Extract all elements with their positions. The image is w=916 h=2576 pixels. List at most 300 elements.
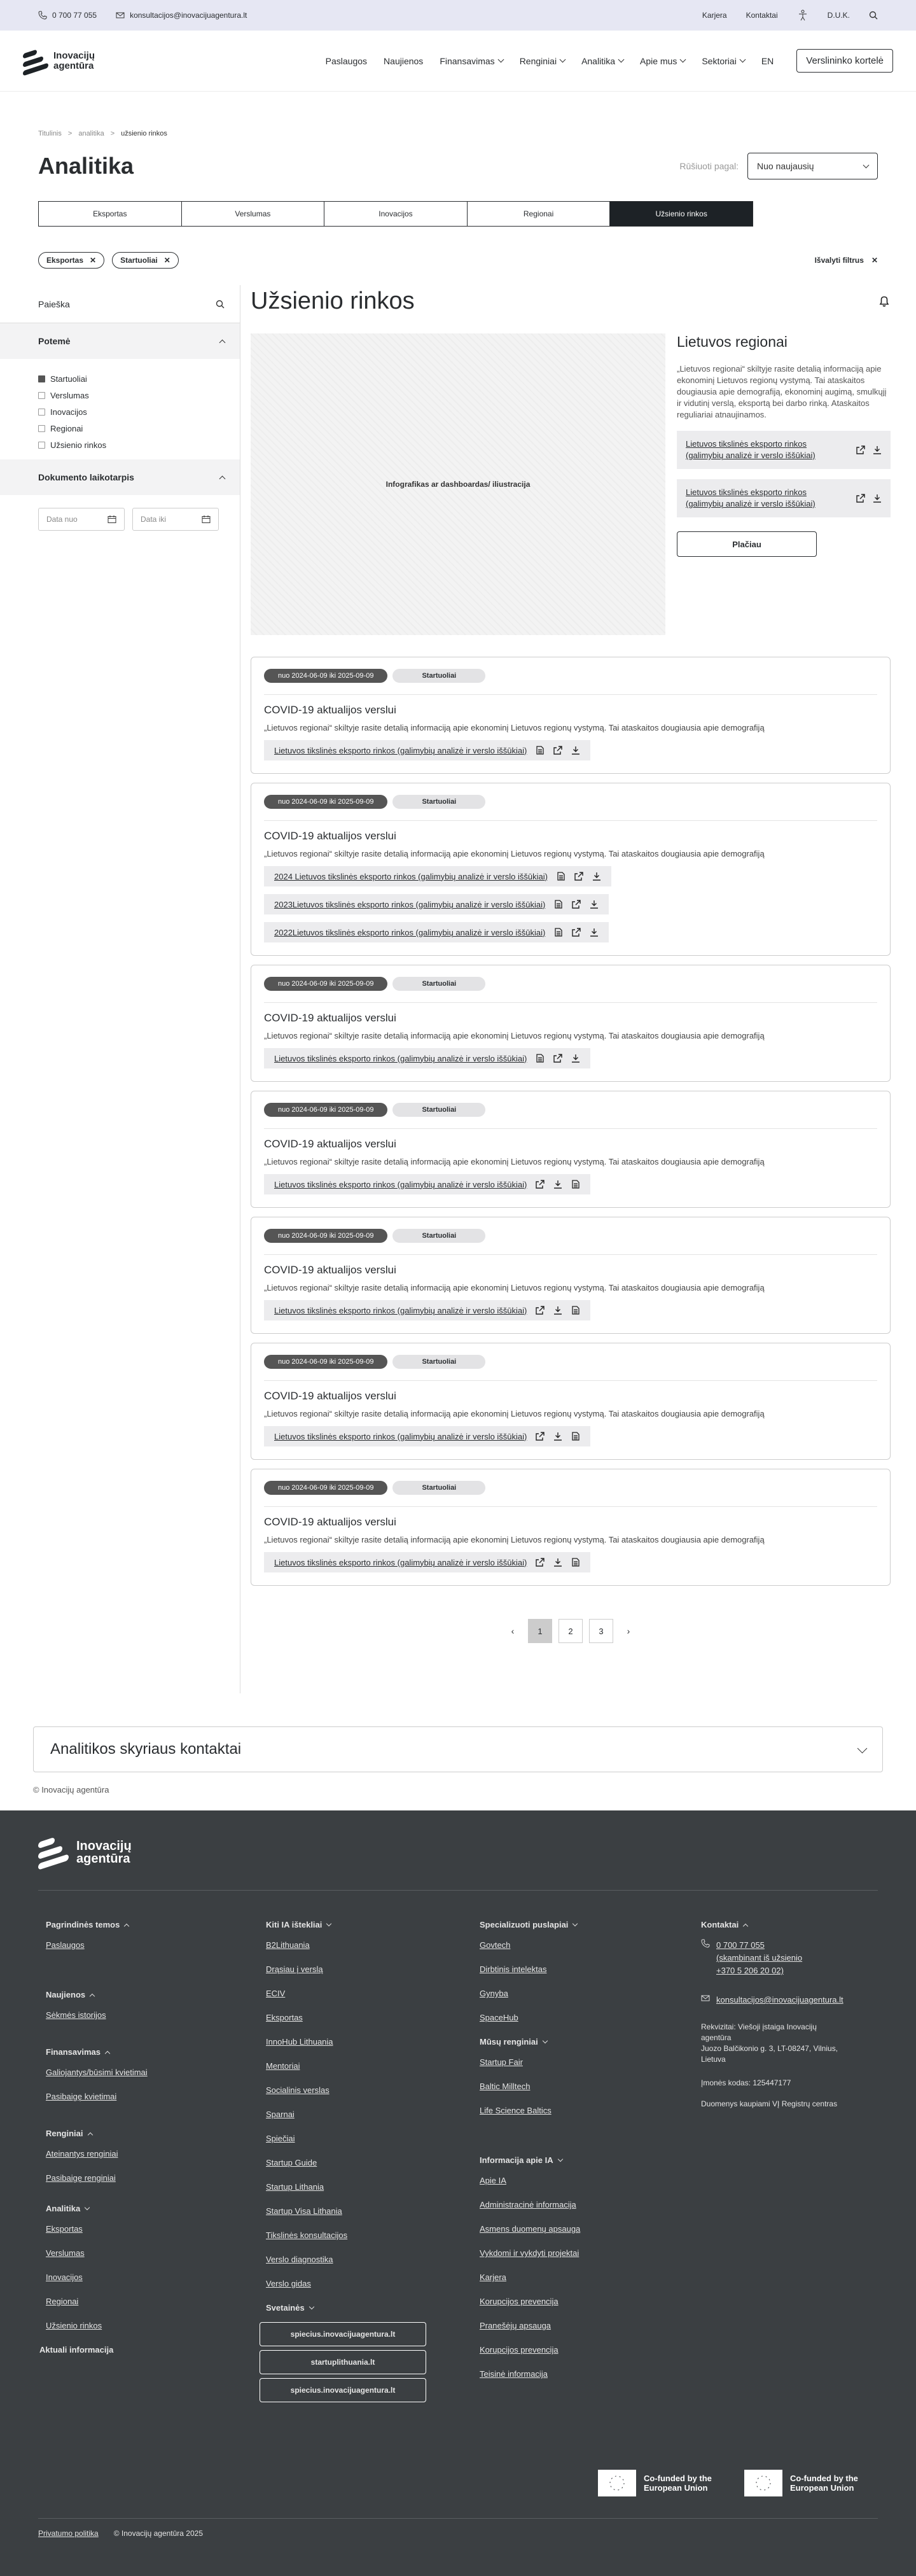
nav-label: Renginiai: [519, 55, 557, 66]
sort-select[interactable]: [747, 153, 878, 179]
eu-text: Co-funded by the European Union: [790, 2474, 858, 2493]
footer-link[interactable]: Baltic Milltech: [480, 2082, 531, 2091]
privacy-link[interactable]: Privatumo politika: [38, 2529, 99, 2538]
chevron-down-icon: [85, 2205, 90, 2210]
date-badge: nuo 2024-06-09 iki 2025-09-09: [264, 1103, 387, 1117]
card-title[interactable]: COVID-19 aktualijos verslui: [264, 1506, 877, 1529]
results-list: [251, 657, 891, 1586]
eu-cofunded-badge: [744, 2470, 879, 2496]
footer-link[interactable]: Tikslinės konsultacijos: [266, 2230, 348, 2240]
nav-sektoriai[interactable]: [702, 56, 744, 66]
checkbox[interactable]: [38, 375, 45, 382]
download-icon[interactable]: [553, 1306, 562, 1315]
filter-chip[interactable]: [38, 252, 104, 269]
footer-link[interactable]: Verslo diagnostika: [266, 2255, 333, 2264]
chevron-down-icon: [863, 162, 870, 168]
topic-option[interactable]: [38, 420, 202, 437]
footer: [0, 1810, 916, 2576]
period-title: Dokumento laikotarpis: [38, 472, 134, 482]
search-input[interactable]: [0, 285, 240, 323]
download-icon[interactable]: [553, 1558, 562, 1567]
document-icon[interactable]: [571, 1432, 580, 1441]
external-link-icon[interactable]: [572, 900, 581, 909]
download-icon[interactable]: [592, 872, 601, 881]
sort-value: Nuo naujausių: [757, 161, 814, 171]
section-title: Užsienio rinkos: [251, 287, 415, 314]
date-badge: nuo 2024-06-09 iki 2025-09-09: [264, 1481, 387, 1495]
download-icon[interactable]: [873, 494, 882, 503]
chevron-down-icon: [572, 1921, 578, 1926]
heading-text: Informacija apie IA: [480, 2155, 553, 2165]
footer-bottom: [38, 2518, 878, 2538]
main-nav: [0, 31, 916, 92]
footer-link[interactable]: Korupcijos prevencija: [480, 2345, 559, 2355]
chevron-up-icon: [124, 1924, 129, 1929]
option-label: Verslumas: [50, 390, 89, 400]
logo-mark-icon: [38, 1836, 71, 1869]
close-icon[interactable]: ✕: [163, 256, 170, 265]
regions-text: „Lietuvos regionai“ skiltyje rasite detalią informaciją apie ekonominį Lietuvos regionų vystymą. Tai ataskaitos dougiausia apie demografiją, ekonominį augimą, smulkųjį ir vidutinį verslą, eksportą bei darbo rinką. Ataskaitos reguliariai atnaujinamos.: [677, 364, 887, 419]
download-icon[interactable]: [590, 900, 599, 909]
placeholder-text: Infografikas ar dashboardas/ iliustracija: [385, 480, 531, 489]
result-card: [251, 1469, 891, 1586]
eu-text: Co-funded by the European Union: [644, 2474, 712, 2493]
date-badge: nuo 2024-06-09 iki 2025-09-09: [264, 977, 387, 991]
regions-title: Lietuvos regionai: [677, 333, 788, 350]
document-icon[interactable]: [571, 1180, 580, 1189]
pagination: [251, 1619, 891, 1643]
close-icon[interactable]: ✕: [90, 256, 97, 265]
breadcrumb-home[interactable]: Titulinis: [38, 130, 62, 137]
topic-option[interactable]: [38, 403, 202, 420]
document-link[interactable]: [264, 740, 590, 760]
heading-text: Kontaktai: [701, 1920, 739, 1929]
footer-email[interactable]: [701, 1994, 892, 2006]
document-link[interactable]: [264, 922, 609, 942]
footer-link[interactable]: SpaceHub: [480, 2013, 518, 2022]
date-placeholder: Data nuo: [46, 515, 78, 524]
footer-link[interactable]: InnoHub Lithuania: [266, 2037, 333, 2047]
divider: [38, 1890, 878, 1891]
document-link[interactable]: [264, 1426, 590, 1446]
topic-option[interactable]: [38, 437, 202, 453]
link-text: Lietuvos tikslinės eksporto rinkos (galimybių analizė ir verslo iššūkiai): [686, 439, 815, 460]
accordion-title: Analitikos skyriaus kontaktai: [50, 1740, 242, 1758]
regions-panel: [677, 333, 891, 635]
registry: Duomenys kaupiami VĮ Registrų centras: [701, 2099, 838, 2108]
tab-regionai[interactable]: Regionai: [468, 202, 611, 226]
page-header: [0, 153, 916, 179]
card-badges: [264, 1481, 877, 1495]
document-icon[interactable]: [571, 1558, 580, 1567]
footer-heading[interactable]: [701, 1919, 892, 1931]
footer-link[interactable]: Verslo gidas: [266, 2279, 311, 2288]
chevron-down-icon: [857, 1743, 868, 1753]
download-icon[interactable]: [571, 1054, 580, 1063]
footer-link[interactable]: Govtech: [480, 1940, 511, 1950]
checkbox[interactable]: [38, 442, 45, 449]
page-2[interactable]: 2: [559, 1619, 583, 1643]
footer-col-4: [701, 1919, 892, 2110]
site-button[interactable]: spiecius.inovacijuagentura.lt: [260, 2378, 426, 2402]
footer-heading[interactable]: [46, 1989, 237, 2001]
external-link-icon[interactable]: [536, 1558, 545, 1567]
footer-heading[interactable]: [46, 2202, 237, 2215]
duk-link[interactable]: D.U.K.: [827, 11, 850, 20]
region-report-link[interactable]: [677, 479, 891, 517]
footer-link[interactable]: Startup Lithania: [266, 2182, 324, 2192]
external-link-icon[interactable]: [856, 445, 865, 454]
card-title[interactable]: COVID-19 aktualijos verslui: [264, 1254, 877, 1277]
calendar-icon: [202, 515, 211, 524]
footer-link[interactable]: Spiečiai: [266, 2134, 295, 2143]
nav-naujienos[interactable]: [384, 56, 423, 66]
heading-text: Svetainės: [266, 2303, 305, 2313]
footer-link[interactable]: Dirbtinis intelektas: [480, 1964, 547, 1974]
page-title: Analitika: [38, 153, 134, 179]
chevron-up-icon: [219, 339, 226, 346]
footer-link[interactable]: Inovacijos: [46, 2272, 83, 2282]
heading-text: Specializuoti puslapiai: [480, 1920, 569, 1929]
chevron-down-icon: [557, 2157, 562, 2162]
download-icon[interactable]: [873, 445, 882, 454]
card-description: „Lietuvos regionai“ skiltyje rasite detalią informaciją apie ekonominį Lietuvos regionų vystymą. Tai ataskaitos dougiausia apie demografiją: [264, 1283, 765, 1292]
download-icon[interactable]: [553, 1432, 562, 1441]
document-link-text: 2023Lietuvos tikslinės eksporto rinkos (galimybių analizė ir verslo iššūkiai): [274, 899, 546, 909]
logo[interactable]: [23, 48, 169, 74]
requisites: Rekvizitai: Viešoji įstaiga Inovacijų agentūra: [701, 2022, 817, 2042]
document-icon[interactable]: [571, 1306, 580, 1315]
region-report-link[interactable]: [677, 431, 891, 469]
nav-label: Apie mus: [639, 55, 677, 66]
tabs: [38, 201, 753, 227]
phone-icon: [38, 11, 47, 20]
card-badges: [264, 1103, 877, 1117]
document-link[interactable]: [264, 866, 611, 886]
footer-heading[interactable]: [39, 2344, 237, 2356]
page-3[interactable]: 3: [589, 1619, 613, 1643]
sort-label: Rūšiuoti pagal:: [679, 161, 739, 171]
checkbox[interactable]: [38, 409, 45, 416]
footer-link[interactable]: Socialinis verslas: [266, 2085, 330, 2095]
chip-label: Eksportas: [46, 256, 84, 265]
option-label: Užsienio rinkos: [50, 440, 107, 450]
menu: [326, 49, 893, 73]
footer-copyright: © Inovacijų agentūra 2025: [113, 2529, 203, 2538]
content-columns: [0, 285, 916, 1693]
site-button[interactable]: startuplithuania.lt: [260, 2350, 426, 2374]
date-badge: nuo 2024-06-09 iki 2025-09-09: [264, 669, 387, 683]
heading-text: Naujienos: [46, 1990, 86, 1999]
external-link-icon[interactable]: [856, 494, 865, 503]
card-title[interactable]: COVID-19 aktualijos verslui: [264, 1128, 877, 1151]
search-icon[interactable]: [216, 300, 225, 309]
search-placeholder: Paieška: [38, 298, 70, 309]
document-link[interactable]: [264, 894, 609, 914]
footer-link[interactable]: Startup Fair: [480, 2057, 523, 2067]
next-page-icon[interactable]: ›: [627, 1626, 630, 1636]
document-icon[interactable]: [536, 746, 545, 755]
chevron-up-icon: [105, 2051, 110, 2056]
company-code: Įmonės kodas: 125447177: [701, 2078, 791, 2087]
footer-heading[interactable]: [480, 2036, 670, 2048]
footer-link[interactable]: Startup Visa Lithania: [266, 2206, 342, 2216]
email-link[interactable]: [116, 11, 247, 20]
karjera-link[interactable]: Karjera: [702, 11, 727, 20]
footer-link[interactable]: B2Lithuania: [266, 1940, 310, 1950]
document-link[interactable]: [264, 1174, 590, 1194]
topic-option[interactable]: [38, 370, 202, 387]
logo-text: Inovacijų agentūra: [76, 1839, 132, 1866]
heading-text: Renginiai: [46, 2129, 83, 2138]
tab-eksportas[interactable]: Eksportas: [39, 202, 182, 226]
search-icon[interactable]: [869, 11, 878, 20]
nav-renginiai[interactable]: [520, 56, 565, 66]
sort-control: [679, 153, 878, 179]
download-icon[interactable]: [553, 1180, 562, 1189]
chevron-down-icon: [326, 1921, 331, 1926]
card-description: „Lietuvos regionai“ skiltyje rasite detalią informaciją apie ekonominį Lietuvos regionų vystymą. Tai ataskaitos dougiausia apie demografiją: [264, 723, 765, 732]
nav-finansavimas[interactable]: [440, 56, 503, 66]
nav-label: Sektoriai: [702, 55, 737, 66]
card-title[interactable]: COVID-19 aktualijos verslui: [264, 820, 877, 843]
topic-filter-header[interactable]: [0, 323, 240, 359]
download-icon[interactable]: [571, 746, 580, 755]
accessibility-icon[interactable]: [797, 10, 808, 21]
date-badge: nuo 2024-06-09 iki 2025-09-09: [264, 795, 387, 809]
email-text: konsultacijos@inovacijuagentura.lt: [716, 1995, 843, 2005]
chevron-down-icon: [497, 57, 504, 63]
nav-label: Analitika: [581, 55, 615, 66]
tag-badge: Startuoliai: [392, 977, 485, 991]
result-card: [251, 965, 891, 1082]
document-icon[interactable]: [554, 900, 563, 909]
nav-label: Naujienos: [384, 55, 424, 66]
phone-note: (skambinant iš užsienio: [716, 1953, 803, 1963]
tab-uzsienio-rinkos[interactable]: Užsienio rinkos: [610, 202, 753, 226]
footer-link[interactable]: Pranešėjų apsauga: [480, 2321, 552, 2330]
external-link-icon[interactable]: [553, 1054, 562, 1063]
prev-page-icon[interactable]: ‹: [511, 1626, 515, 1636]
document-link[interactable]: [264, 1552, 590, 1572]
date-badge: nuo 2024-06-09 iki 2025-09-09: [264, 1355, 387, 1369]
topic-options: [0, 359, 240, 459]
bell-icon[interactable]: [878, 295, 891, 307]
card-badges: [264, 795, 877, 809]
document-icon[interactable]: [557, 872, 566, 881]
phone-icon: [701, 1939, 710, 1948]
footer-link[interactable]: Sparnai: [266, 2110, 295, 2119]
document-link[interactable]: [264, 1048, 590, 1068]
card-description: „Lietuvos regionai“ skiltyje rasite detalią informaciją apie ekonominį Lietuvos regionų vystymą. Tai ataskaitos dougiausia apie demografiją: [264, 1031, 765, 1040]
card-title[interactable]: COVID-19 aktualijos verslui: [264, 694, 877, 717]
logo-text: Inovacijų agentūra: [53, 50, 95, 71]
main-content: [240, 285, 916, 1693]
chevron-up-icon: [90, 1994, 95, 1999]
sidebar: [0, 285, 240, 1693]
copyright: © Inovacijų agentūra: [33, 1785, 109, 1795]
checkbox[interactable]: [38, 392, 45, 399]
footer-link[interactable]: Administracinė informacija: [480, 2200, 576, 2209]
footer-link[interactable]: Sėkmės istorijos: [46, 2010, 106, 2020]
mail-icon: [701, 1994, 710, 2003]
card-badges: [264, 669, 877, 683]
footer-link[interactable]: ECIV: [266, 1989, 286, 1998]
footer-link[interactable]: Paslaugos: [46, 1940, 85, 1950]
date-from-input[interactable]: [38, 508, 125, 531]
infographic-placeholder: [251, 333, 665, 635]
footer-link[interactable]: Eksportas: [46, 2224, 83, 2234]
eu-cofunded-badge: [598, 2470, 733, 2496]
clear-filters-button[interactable]: [815, 256, 878, 265]
verslininko-kortele-button[interactable]: Verslininko kortelė: [796, 49, 893, 73]
footer-link[interactable]: Mentoriai: [266, 2061, 300, 2071]
chevron-down-icon: [680, 57, 686, 63]
sites-list: [260, 2322, 457, 2402]
card-badges: [264, 1355, 877, 1369]
footer-link[interactable]: Ateinantys renginiai: [46, 2149, 118, 2159]
external-link-icon[interactable]: [536, 1306, 545, 1315]
footer-heading[interactable]: [46, 2046, 237, 2059]
external-link-icon[interactable]: [553, 746, 562, 755]
chip-label: Startuoliai: [120, 256, 158, 265]
footer-heading[interactable]: [266, 1919, 457, 1931]
breadcrumb-separator: >: [67, 130, 73, 137]
tab-verslumas[interactable]: Verslumas: [182, 202, 325, 226]
period-filter-header[interactable]: [0, 459, 240, 495]
tag-badge: Startuoliai: [392, 795, 485, 809]
more-button[interactable]: Plačiau: [677, 531, 817, 557]
footer-heading[interactable]: [480, 1919, 670, 1931]
phone-link[interactable]: [38, 11, 97, 20]
footer-heading[interactable]: [46, 1919, 237, 1931]
external-link-icon[interactable]: [536, 1432, 545, 1441]
kontaktai-link[interactable]: Kontaktai: [746, 11, 778, 20]
external-link-icon[interactable]: [574, 872, 583, 881]
result-card: [251, 1217, 891, 1334]
footer-link[interactable]: Regionai: [46, 2297, 79, 2306]
chevron-down-icon: [309, 2304, 314, 2309]
tag-badge: Startuoliai: [392, 1481, 485, 1495]
footer-link[interactable]: Galiojantys/būsimi kvietimai: [46, 2068, 148, 2077]
external-link-icon[interactable]: [536, 1180, 545, 1189]
footer-col-2: [266, 1919, 457, 2406]
chevron-down-icon: [739, 57, 746, 63]
lang-switch[interactable]: EN: [761, 55, 774, 66]
nav-label: Paslaugos: [325, 55, 368, 66]
footer-link[interactable]: Pasibaigę kvietimai: [46, 2092, 117, 2101]
option-label: Regionai: [50, 423, 83, 433]
footer-link[interactable]: Eksportas: [266, 2013, 303, 2022]
external-link-icon[interactable]: [572, 928, 581, 937]
card-description: „Lietuvos regionai“ skiltyje rasite detalią informaciją apie ekonominį Lietuvos regionų vystymą. Tai ataskaitos dougiausia apie demografiją: [264, 849, 765, 858]
heading-text: Mūsų renginiai: [480, 2037, 538, 2047]
download-icon[interactable]: [590, 928, 599, 937]
footer-heading[interactable]: [480, 2154, 670, 2167]
card-title[interactable]: COVID-19 aktualijos verslui: [264, 1380, 877, 1403]
document-link-text: Lietuvos tikslinės eksporto rinkos (galimybių analizė ir verslo iššūkiai): [274, 1305, 527, 1315]
topic-title: Potemė: [38, 336, 71, 346]
document-icon[interactable]: [536, 1054, 545, 1063]
footer-link[interactable]: Gynyba: [480, 1989, 508, 1998]
chevron-up-icon: [87, 2132, 92, 2138]
date-badge: nuo 2024-06-09 iki 2025-09-09: [264, 1229, 387, 1243]
breadcrumb-separator: >: [110, 130, 115, 137]
result-card: [251, 783, 891, 956]
footer-link[interactable]: Korupcijos prevencija: [480, 2297, 559, 2306]
footer-phone[interactable]: [701, 1939, 892, 1977]
document-link-text: Lietuvos tikslinės eksporto rinkos (galimybių analizė ir verslo iššūkiai): [274, 1431, 527, 1441]
footer-col-3: [480, 1919, 670, 2392]
link-text: Lietuvos tikslinės eksporto rinkos (galimybių analizė ir verslo iššūkiai): [686, 487, 815, 508]
footer-link[interactable]: Apie IA: [480, 2176, 506, 2185]
topic-option[interactable]: [38, 387, 202, 403]
filter-chip[interactable]: [112, 252, 179, 269]
contacts-accordion[interactable]: [33, 1726, 883, 1772]
mail-icon: [116, 11, 125, 20]
footer-link[interactable]: Vykdomi ir vykdyti projektai: [480, 2248, 579, 2258]
document-link-text: 2022Lietuvos tikslinės eksporto rinkos (galimybių analizė ir verslo iššūkiai): [274, 927, 546, 937]
tag-badge: Startuoliai: [392, 1229, 485, 1243]
document-link-text: Lietuvos tikslinės eksporto rinkos (galimybių analizė ir verslo iššūkiai): [274, 1557, 527, 1567]
footer-heading[interactable]: [46, 2127, 237, 2140]
card-title[interactable]: COVID-19 aktualijos verslui: [264, 1002, 877, 1025]
footer-link[interactable]: Pasibaigę renginiai: [46, 2173, 116, 2183]
close-icon: ✕: [871, 256, 878, 265]
phone-text: 0 700 77 055: [52, 11, 97, 20]
site-button[interactable]: spiecius.inovacijuagentura.lt: [260, 2322, 426, 2346]
footer-heading[interactable]: [266, 2302, 457, 2314]
date-range: [0, 495, 240, 543]
document-link[interactable]: [264, 1300, 590, 1320]
tab-inovacijos[interactable]: Inovacijos: [324, 202, 468, 226]
document-link-text: 2024 Lietuvos tikslinės eksporto rinkos (galimybių analizė ir verslo iššūkiai): [274, 871, 548, 881]
checkbox[interactable]: [38, 425, 45, 432]
footer-link[interactable]: Verslumas: [46, 2248, 85, 2258]
nav-apie-mus[interactable]: [640, 56, 685, 66]
document-link-text: Lietuvos tikslinės eksporto rinkos (galimybių analizė ir verslo iššūkiai): [274, 1053, 527, 1063]
card-description: „Lietuvos regionai“ skiltyje rasite detalią informaciją apie ekonominį Lietuvos regionų vystymą. Tai ataskaitos dougiausia apie demografiją: [264, 1535, 765, 1544]
breadcrumb-analitika[interactable]: analitika: [78, 130, 104, 137]
footer-logo[interactable]: [38, 1836, 153, 1869]
page-1[interactable]: 1: [528, 1619, 552, 1643]
footer-link[interactable]: Life Science Baltics: [480, 2106, 552, 2115]
heading-text: Kiti IA ištekliai: [266, 1920, 323, 1929]
heading-text: Aktuali informacija: [39, 2345, 114, 2355]
result-card: [251, 657, 891, 774]
top-bar: [0, 0, 916, 31]
document-icon[interactable]: [554, 928, 563, 937]
footer-link[interactable]: Teisinė informacija: [480, 2369, 548, 2379]
footer-link[interactable]: Karjera: [480, 2272, 506, 2282]
date-to-input[interactable]: [132, 508, 219, 531]
section-header: [251, 285, 891, 317]
chevron-down-icon: [618, 57, 625, 63]
nav-analitika[interactable]: [581, 56, 623, 66]
eu-flag-icon: [598, 2470, 636, 2496]
footer-link-list: [266, 1939, 457, 2290]
hero-section: [251, 333, 891, 635]
footer-link[interactable]: Asmens duomenų apsauga: [480, 2224, 581, 2234]
footer-link[interactable]: Užsienio rinkos: [46, 2321, 102, 2330]
document-link-text: Lietuvos tikslinės eksporto rinkos (galimybių analizė ir verslo iššūkiai): [274, 1179, 527, 1189]
footer-link[interactable]: Startup Guide: [266, 2158, 317, 2167]
heading-text: Pagrindinės temos: [46, 1920, 120, 1929]
date-placeholder: Data iki: [141, 515, 167, 524]
nav-paslaugos[interactable]: [326, 56, 367, 66]
footer-link[interactable]: Drąsiau į verslą: [266, 1964, 323, 1974]
tag-badge: Startuoliai: [392, 1103, 485, 1117]
